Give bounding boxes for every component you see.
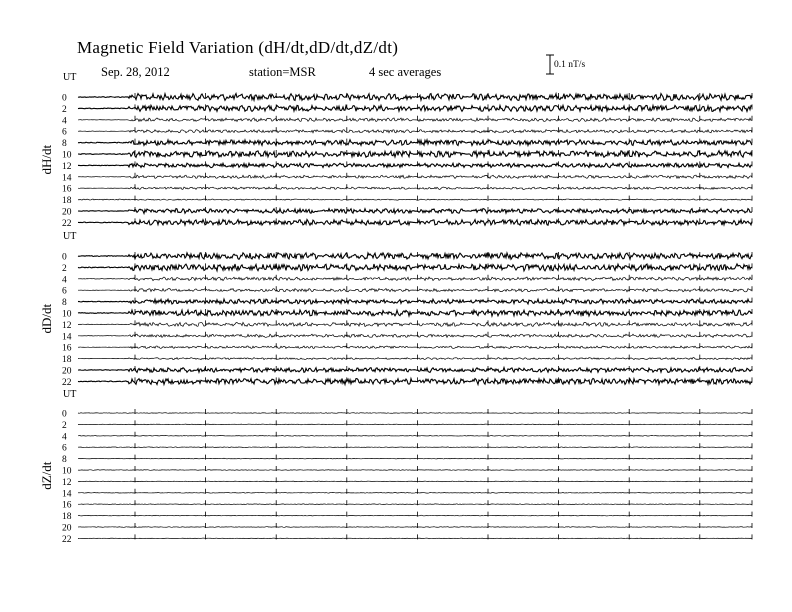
hour-label-22: 22 [62,218,72,229]
trace-dD-dt-2 [78,264,752,271]
trace-dH-dt-12 [78,163,752,167]
hour-label-14: 14 [62,489,72,500]
hour-label-20: 20 [62,366,72,377]
hour-label-20: 20 [62,523,72,534]
hour-label-14: 14 [62,332,72,343]
trace-dZ-dt-4 [78,435,752,436]
trace-dH-dt-16 [78,187,752,189]
averaging-label: 4 sec averages [369,65,442,79]
trace-dZ-dt-6 [78,447,752,448]
trace-dH-dt-0 [78,94,752,101]
trace-dH-dt-2 [78,105,752,111]
hour-label-16: 16 [62,343,72,354]
hour-label-4: 4 [62,432,67,443]
ut-label: UT [63,389,77,400]
hour-label-10: 10 [62,150,72,161]
panel-ylabel: dZ/dt [39,461,54,490]
trace-dH-dt-10 [78,151,752,158]
station-label: station=MSR [249,65,316,79]
hour-label-12: 12 [62,477,72,488]
hour-label-8: 8 [62,455,67,466]
chart-title: Magnetic Field Variation (dH/dt,dD/dt,dZ/dt) [77,38,399,57]
date-label: Sep. 28, 2012 [101,65,170,79]
hour-label-16: 16 [62,500,72,511]
trace-dZ-dt-16 [78,504,752,505]
trace-dZ-dt-8 [78,458,752,459]
panel-ylabel: dD/dt [39,303,54,334]
hour-label-12: 12 [62,320,72,331]
trace-dH-dt-22 [78,220,752,226]
hour-label-18: 18 [62,512,72,523]
hour-label-6: 6 [62,286,67,297]
trace-dD-dt-0 [78,253,752,260]
scale-bar-label: 0.1 nT/s [554,60,586,70]
hour-label-14: 14 [62,173,72,184]
ut-label: UT [63,72,77,83]
trace-dZ-dt-2 [78,424,752,425]
hour-label-18: 18 [62,196,72,207]
trace-dH-dt-8 [78,140,752,146]
hour-label-12: 12 [62,161,72,172]
hour-label-4: 4 [62,275,67,286]
trace-dD-dt-6 [78,289,752,292]
hour-label-2: 2 [62,420,67,431]
trace-ticks [135,184,752,189]
trace-dD-dt-20 [78,368,752,373]
panel-ylabel: dH/dt [39,144,54,175]
trace-ticks [135,355,752,360]
trace-dD-dt-18 [78,358,752,360]
trace-dD-dt-16 [78,346,752,348]
ut-label: UT [63,231,77,242]
panel-dH-dt [39,72,752,229]
hour-label-0: 0 [62,93,67,104]
hour-label-2: 2 [62,263,67,274]
trace-dZ-dt-12 [78,481,752,482]
hour-label-8: 8 [62,139,67,150]
trace-dD-dt-14 [78,334,752,337]
trace-dZ-dt-14 [78,492,752,493]
hour-label-8: 8 [62,298,67,309]
hour-label-0: 0 [62,252,67,263]
trace-dH-dt-6 [78,130,752,133]
trace-dZ-dt-18 [78,515,752,516]
hour-label-2: 2 [62,104,67,115]
trace-dZ-dt-20 [78,527,752,528]
trace-dD-dt-22 [78,378,752,384]
panel-dD-dt [39,231,752,388]
scale-bar [546,55,554,74]
trace-dD-dt-4 [78,277,752,281]
trace-dZ-dt-22 [78,538,752,539]
hour-label-0: 0 [62,409,67,420]
trace-dZ-dt-10 [78,470,752,471]
hour-label-6: 6 [62,443,67,454]
trace-dD-dt-8 [78,299,752,304]
trace-ticks [135,127,752,132]
trace-dZ-dt-0 [78,413,752,414]
trace-dH-dt-18 [78,199,752,200]
trace-dH-dt-20 [78,209,752,214]
hour-label-10: 10 [62,466,72,477]
hour-label-22: 22 [62,534,72,545]
hour-label-18: 18 [62,355,72,366]
hour-label-22: 22 [62,377,72,388]
hour-label-4: 4 [62,116,67,127]
hour-label-16: 16 [62,184,72,195]
trace-dD-dt-12 [78,322,752,326]
hour-label-20: 20 [62,207,72,218]
hour-label-6: 6 [62,127,67,138]
panel-dZ-dt [39,389,752,545]
trace-dH-dt-4 [78,118,752,122]
trace-dH-dt-14 [78,175,752,178]
hour-label-10: 10 [62,309,72,320]
trace-dD-dt-10 [78,310,752,316]
